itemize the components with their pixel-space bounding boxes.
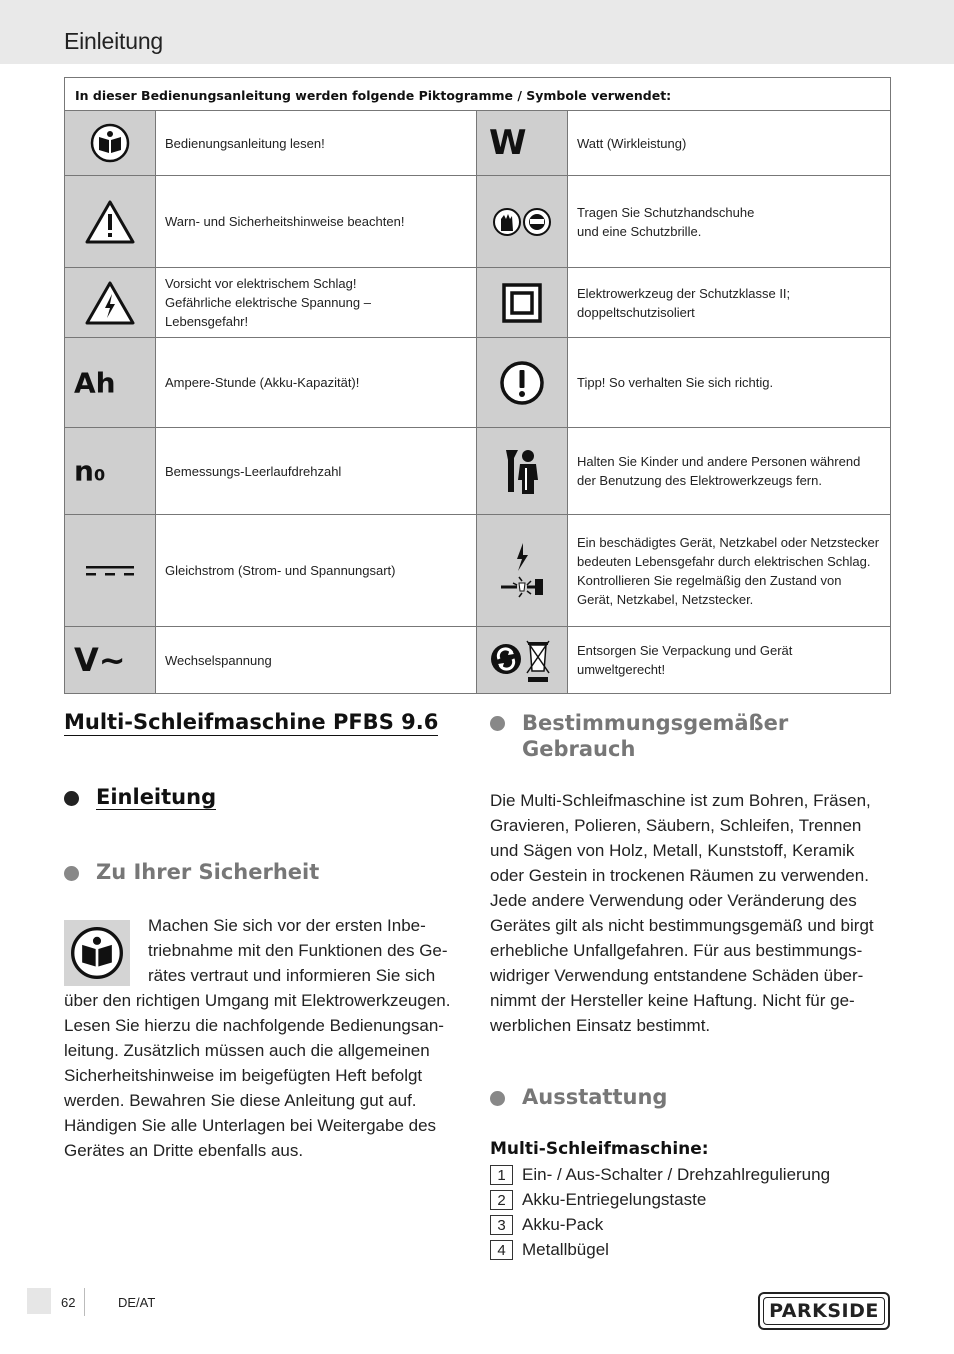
list-item — [490, 1189, 706, 1211]
symbol-text: Halten Sie Kinder und andere Personen während der Benutzung des Elektrowerkzeugs fern. — [577, 454, 861, 488]
symbol-text: Entsorgen Sie Verpackung und Gerät umweltgerecht! — [577, 643, 793, 677]
read-manual-icon — [65, 111, 156, 175]
section-heading-safety: Zu Ihrer Sicherheit — [64, 860, 319, 884]
safety-paragraph-indent: Machen Sie sich vor der ersten Inbe- triebnahme mit den Funktionen des Ge- rätes vertraut und informieren Sie sich — [148, 916, 448, 985]
bullet-icon — [64, 791, 79, 806]
electric-shock-icon — [65, 268, 156, 337]
warning-triangle-icon — [65, 176, 156, 267]
symbol-text: Bemessungs-Leerlaufdrehzahl — [165, 463, 342, 479]
symbol-text: Tragen Sie Schutzhandschuhe und eine Schutzbrille. — [577, 204, 755, 239]
ampere-hour-icon: Ah — [65, 338, 156, 427]
symbol-text: Warn- und Sicherheitshinweise beachten! — [165, 214, 405, 229]
equipment-label: Multi-Schleifmaschine: — [490, 1139, 709, 1159]
intended-use-paragraph: Die Multi-Schleifmaschine ist zum Bohren, Fräsen, Gravieren, Polieren, Säubern, Schleifen, Trennen und Sägen von Holz, Metall, Kunststoff, Keramik oder Gestein in trockenen Räumen zu verwenden. Jede andere Verwendung oder Veränderung des Gerätes gilt als nicht bestimmungsgemäß und birgt erhebliche Unfallgefahren. Für aus bestimmungs- widriger Verwendung entstandene Schäden über- nimmt der Hersteller keine Haftung. Nicht für ge- werblichen Einsatz bestimmt. — [490, 791, 874, 1035]
gloves-goggles-icon — [477, 176, 568, 267]
recycle-dispose-icon — [477, 627, 568, 693]
symbol-text: Tipp! So verhalten Sie sich richtig. — [577, 375, 774, 390]
item-text: Akku-Entriegelungstaste — [522, 1190, 707, 1209]
symbol-text: Watt (Wirkleistung) — [577, 135, 687, 151]
keep-children-away-icon — [477, 428, 568, 514]
footer-marker — [27, 1288, 51, 1314]
table-row — [65, 428, 890, 515]
watt-W-icon: W — [477, 111, 568, 175]
symbol-text: Elektrowerkzeug der Schutzklasse II; doppeltschutzisoliert — [577, 285, 791, 320]
alternating-voltage-icon: V~ — [65, 627, 156, 693]
language-code: DE/AT — [118, 1295, 156, 1310]
list-item — [490, 1239, 609, 1261]
symbol-text: Vorsicht vor elektrischem Schlag! Gefährliche elektrische Spannung – Lebensgefahr! — [165, 276, 371, 329]
item-text: Metallbügel — [522, 1240, 609, 1259]
table-row — [65, 338, 890, 428]
item-number: 4 — [490, 1240, 513, 1260]
list-item — [490, 1164, 830, 1186]
bullet-icon — [490, 716, 505, 731]
tip-exclamation-icon — [477, 338, 568, 427]
item-text: Ein- / Aus-Schalter / Drehzahlregulierung — [522, 1165, 831, 1184]
section-heading-equipment: Ausstattung — [490, 1085, 667, 1109]
item-text: Akku-Pack — [522, 1215, 604, 1234]
table-row — [65, 111, 890, 176]
read-manual-icon — [64, 920, 130, 986]
product-title: Multi-Schleifmaschine PFBS 9.6 — [64, 710, 439, 734]
list-item — [490, 1214, 603, 1236]
symbol-text: Ein beschädigtes Gerät, Netzkabel oder Netzstecker bedeuten Lebensgefahr durch elektrischen Schlag. Kontrollieren Sie regelmäßig den Zustand von Gerät, Netzkabel, Netzstecker. — [577, 534, 880, 607]
item-number: 3 — [490, 1215, 513, 1235]
table-row — [65, 515, 890, 627]
page-title: Einleitung — [64, 28, 164, 54]
bullet-icon — [490, 1091, 505, 1106]
pictogram-table — [64, 77, 891, 694]
section-heading-intro: Einleitung — [64, 785, 216, 810]
table-row — [65, 627, 890, 693]
pictogram-table-heading: In dieser Bedienungsanleitung werden folgende Piktogramme / Symbole verwendet: — [65, 78, 890, 111]
section-heading-intended-use: Bestimmungsgemäßer Gebrauch — [490, 710, 788, 762]
table-row — [65, 176, 890, 268]
symbol-text: Ampere-Stunde (Akku-Kapazität)! — [165, 375, 360, 390]
no-load-speed-icon: n0 — [65, 428, 156, 514]
table-row — [65, 268, 890, 338]
item-number: 1 — [490, 1165, 513, 1185]
footer-divider — [84, 1288, 85, 1316]
protection-class-2-icon — [477, 268, 568, 337]
parkside-logo: PARKSIDE — [758, 1292, 890, 1330]
safety-paragraph: über den richtigen Umgang mit Elektrowerkzeugen. Lesen Sie hierzu die nachfolgende Bedienungsan- leitung. Zusätzlich müssen auch die allgemeinen Sicherheitshinweise im beigefügten Heft befolgt werden. Bewahren Sie diese Anleitung gut auf. Händigen Sie alle Unterlagen bei Weitergabe des Gerätes an Dritte ebenfalls aus. — [64, 991, 451, 1160]
symbol-text: Wechselspannung — [165, 652, 272, 668]
damaged-cable-icon — [477, 515, 568, 626]
symbol-text: Gleichstrom (Strom- und Spannungsart) — [165, 563, 396, 578]
direct-current-icon — [65, 515, 156, 626]
symbol-text: Bedienungsanleitung lesen! — [165, 135, 325, 151]
item-number: 2 — [490, 1190, 513, 1210]
page-number: 62 — [61, 1295, 76, 1310]
bullet-icon — [64, 866, 79, 881]
